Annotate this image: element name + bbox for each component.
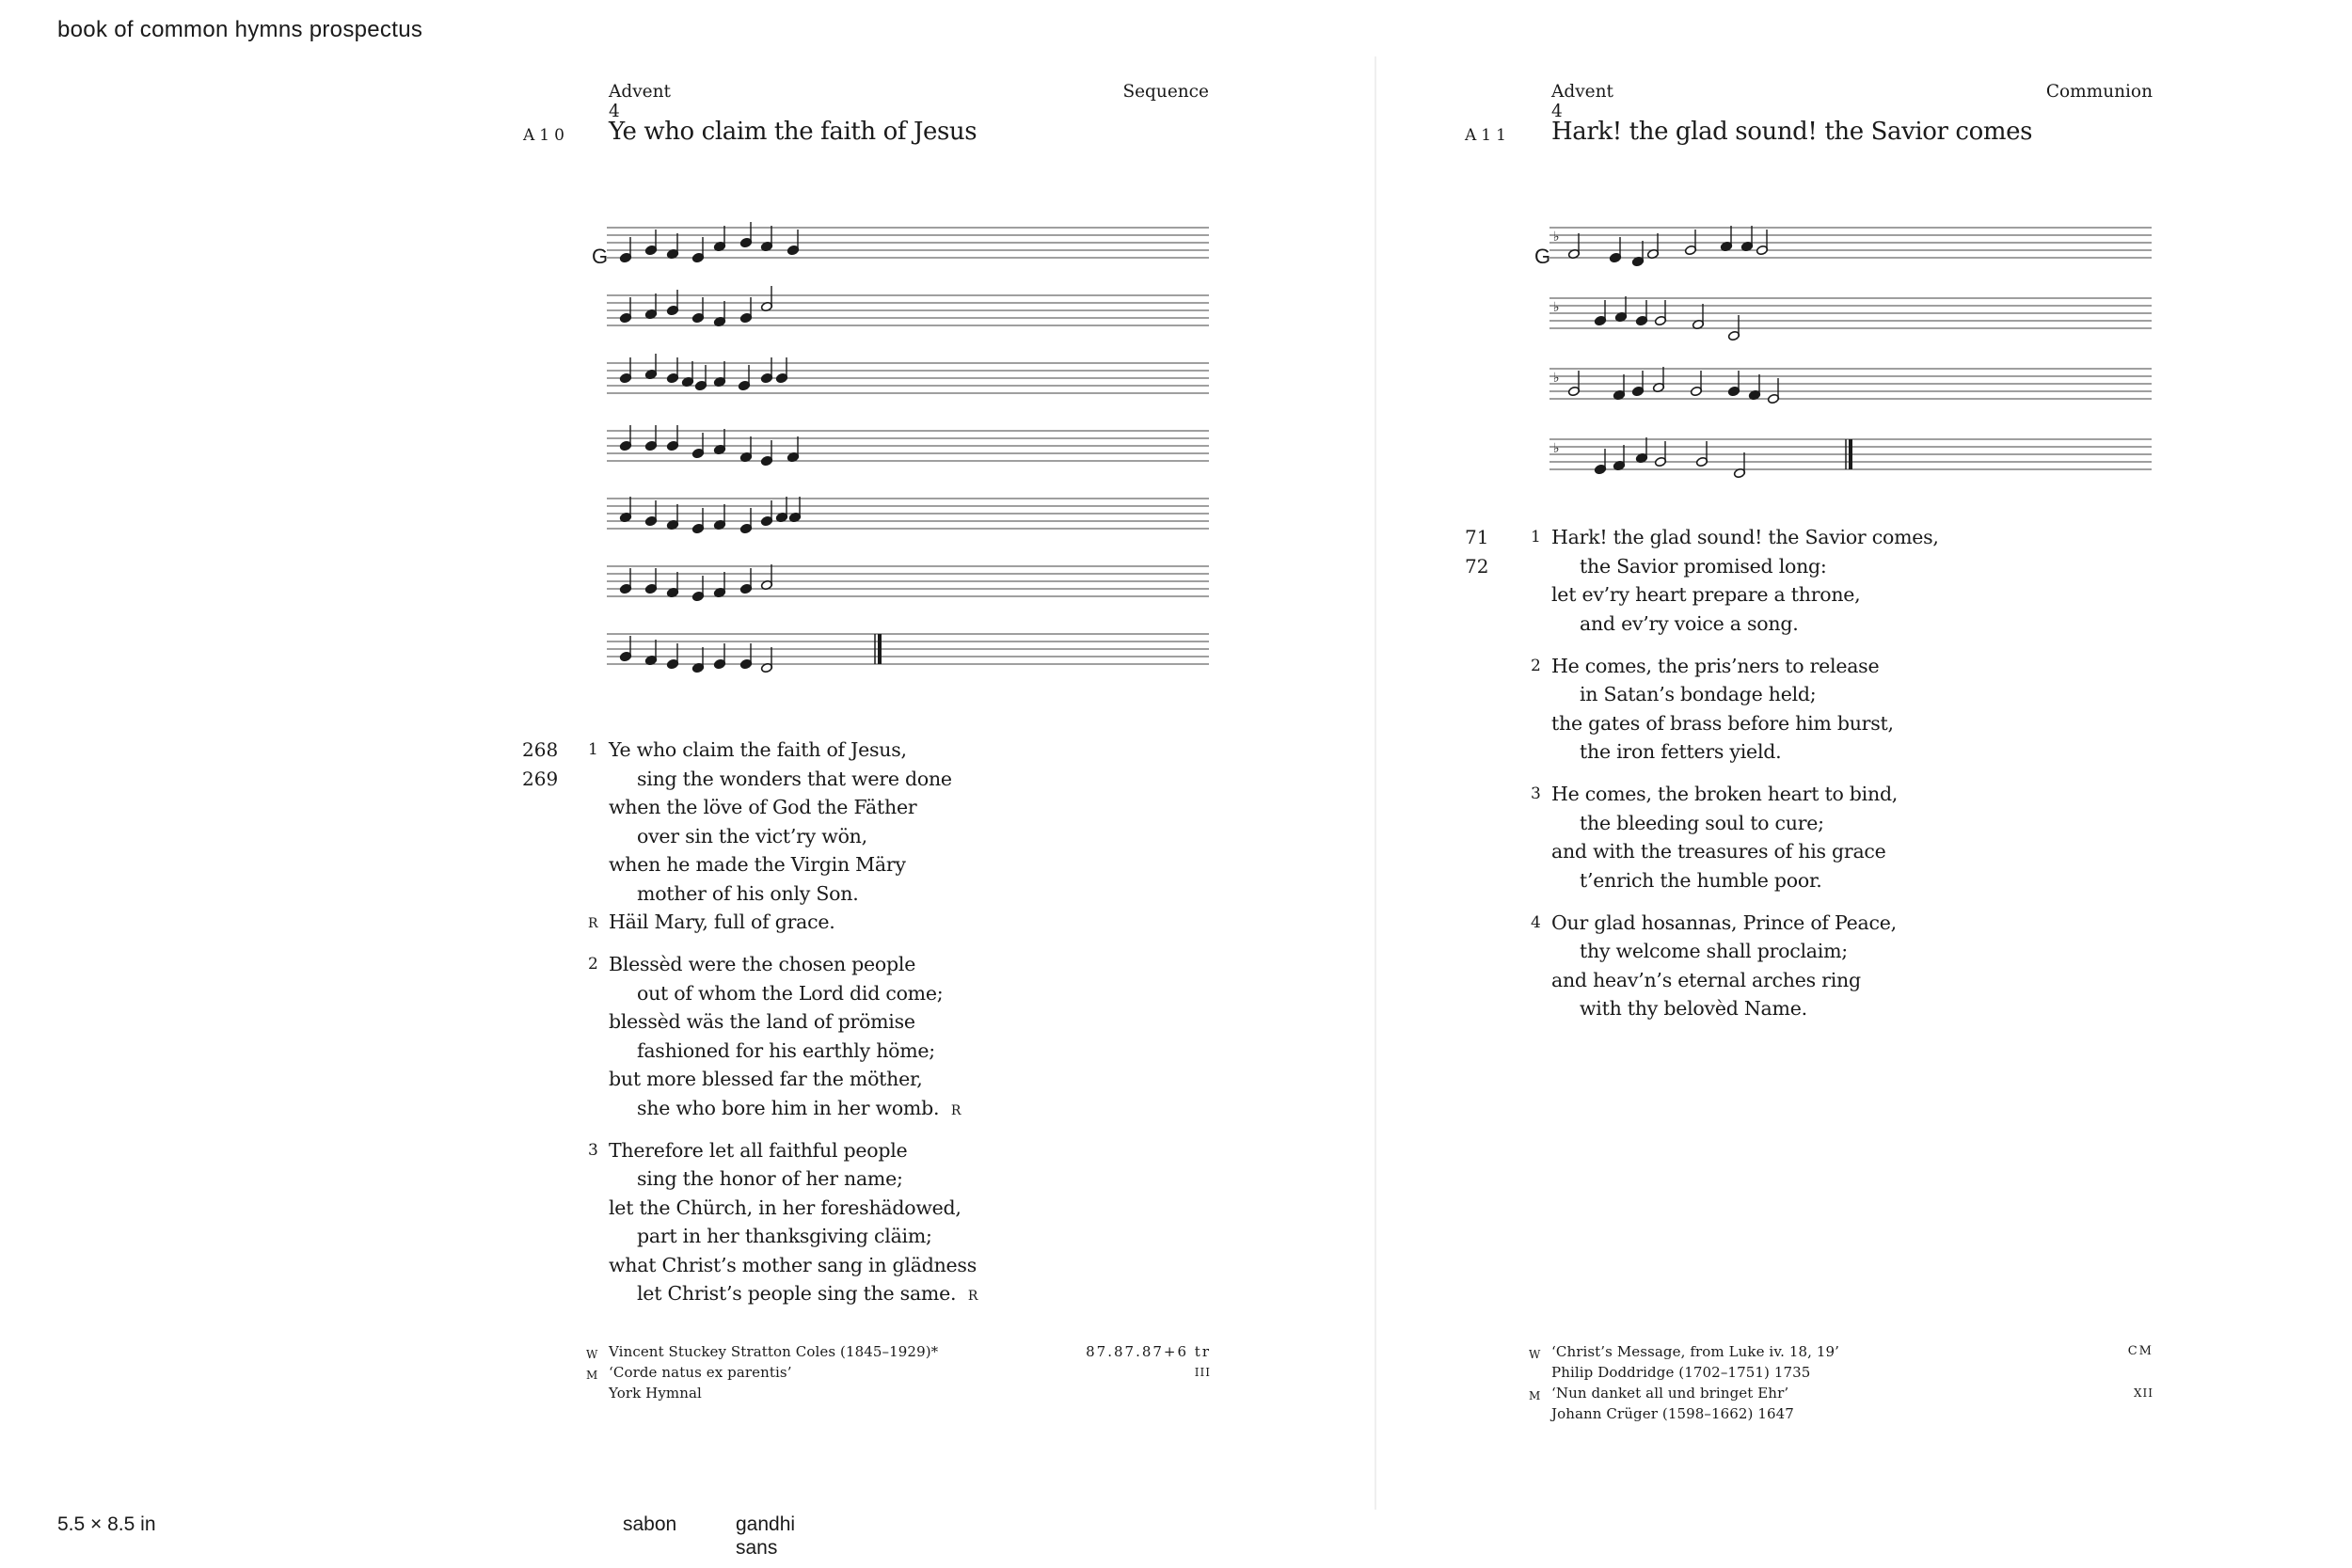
page-ref: 71 (1465, 526, 1489, 548)
verse-line: the gates of brass before him burst, (1551, 711, 1894, 735)
meter: CM (2127, 1344, 2153, 1358)
words-credit: ‘Christ’s Message, from Luke iv. 18, 19’ (1551, 1343, 1840, 1360)
refrain-mark: R (967, 1289, 979, 1304)
left-season: Advent 4 (609, 82, 671, 121)
right-verses (1531, 523, 1939, 1037)
page-ref: 268 (522, 738, 559, 761)
refrain-line (588, 908, 978, 937)
flat-sign: ♭ (1553, 371, 1560, 386)
verse-line: and heav’n’s eternal arches ring (1551, 968, 1861, 991)
staff-system (607, 564, 1209, 602)
verse-line: let ev’ry heart prepare a throne, (1551, 583, 1861, 606)
staff-system (607, 634, 1209, 673)
refrain-text: Häil Mary, full of grace. (609, 911, 835, 933)
verse-line: let the Chürch, in her foreshädowed, (609, 1196, 961, 1219)
music-credit: ‘Corde natus ex parentis’ (609, 1364, 792, 1381)
verse-line: and with the treasures of his grace (1551, 840, 1886, 863)
music-label: M (586, 1369, 598, 1382)
left-hymn-number: A10 (523, 126, 569, 145)
verse-line: with thy belovèd Name. (1580, 997, 1807, 1020)
verse (1531, 652, 1939, 767)
verse-number: 3 (1531, 784, 1541, 803)
mode: III (1194, 1366, 1211, 1379)
verse-line: in Satan’s bondage held; (1580, 683, 1817, 705)
right-credits (1529, 1341, 2153, 1424)
words-credit: Philip Doddridge (1702–1751) 1735 (1551, 1364, 1811, 1381)
left-page-refs (522, 736, 558, 794)
trim-size: 5.5 × 8.5 in (57, 1513, 156, 1535)
verse (588, 1136, 979, 1308)
verse-line: Blessèd were the chosen people (609, 953, 916, 975)
staff-system (1549, 367, 2152, 404)
verse-number: 4 (1531, 912, 1541, 932)
verse-line: thy welcome shall proclaim; (1580, 940, 1848, 962)
right-liturgical-use: Communion (2045, 82, 2153, 102)
music-credit: York Hymnal (609, 1385, 702, 1402)
verse-line: Ye who claim the faith of Jesus, (609, 738, 907, 761)
right-music-score (1531, 212, 2156, 494)
left-clef-label: G (592, 245, 609, 268)
verse-line-text: let Christ’s people sing the same. (637, 1282, 957, 1305)
verse (1531, 780, 1939, 895)
music-credit: Johann Crüger (1598–1662) 1647 (1551, 1405, 1794, 1422)
left-hymn-title: Ye who claim the faith of Jesus (609, 118, 977, 146)
verse-line: He comes, the pris’ners to release (1551, 654, 1880, 677)
words-credit: Vincent Stuckey Stratton Coles (1845–1929)* (609, 1343, 939, 1360)
music-label: M (1529, 1389, 1541, 1402)
left-verses (588, 736, 979, 1322)
page-ref: 72 (1465, 555, 1489, 578)
verse-line: blessèd wäs the land of prömise (609, 1010, 915, 1033)
words-label: W (586, 1348, 598, 1361)
verse-number: 1 (588, 740, 598, 759)
verse-line: fashioned for his earthly höme; (637, 1038, 935, 1062)
verse-line: part in her thanksgiving cläim; (637, 1225, 932, 1247)
right-hymn-number: A11 (1465, 126, 1511, 145)
verse-line: and ev’ry voice a song. (1580, 611, 1799, 635)
right-clef-label: G (1534, 245, 1551, 268)
verse (588, 736, 978, 937)
right-hymn-title: Hark! the glad sound! the Savior comes (1551, 118, 2033, 146)
music-credit-block (1529, 1383, 2153, 1424)
music-credit-block (586, 1362, 1211, 1403)
verse-line: when the löve of God the Fäther (609, 796, 917, 818)
left-credits (586, 1341, 1211, 1403)
flat-sign: ♭ (1553, 441, 1560, 456)
verse-line: sing the honor of her name; (637, 1167, 903, 1190)
staff-system (607, 425, 1209, 467)
refrain-mark: R (588, 916, 599, 931)
verse-line: Our glad hosannas, Prince of Peace, (1551, 911, 1897, 934)
words-label: W (1529, 1348, 1541, 1361)
verse-number: 2 (588, 955, 598, 974)
verse-line: He comes, the broken heart to bind, (1551, 783, 1899, 805)
verse-line-with-refrain-mark (609, 1094, 978, 1123)
left-liturgical-use: Sequence (1122, 82, 1209, 102)
staff-system (607, 222, 1209, 263)
verse-line: Hark! the glad sound! the Savior comes, (1551, 526, 1939, 548)
verse-line-text: she who bore him in her womb. (637, 1096, 940, 1119)
verse-line: but more blessed far the möther, (609, 1068, 923, 1090)
serif-font-name: sabon (623, 1513, 677, 1535)
mode: XII (2133, 1386, 2153, 1400)
sans-font-name-line: gandhi (736, 1513, 796, 1535)
staff-system (607, 497, 1209, 534)
document-title: book of common hymns prospectus (57, 17, 423, 42)
meter: 87.87.87+6 tr (1086, 1343, 1211, 1360)
left-music-score (588, 212, 1214, 715)
verse-line-with-refrain-mark (609, 1279, 978, 1308)
staff-system (1549, 296, 2152, 341)
page-gutter (1375, 56, 1376, 1510)
verse-line: the bleeding soul to cure; (1580, 811, 1824, 834)
right-season: Advent 4 (1551, 82, 1613, 121)
verse-line: over sin the vict’ry wön, (637, 824, 867, 847)
verse-line: t’enrich the humble poor. (1580, 868, 1822, 892)
verse-number: 1 (1531, 528, 1541, 546)
verse (588, 950, 978, 1122)
verse (1531, 909, 1939, 1023)
verse-line: mother of his only Son. (637, 881, 859, 905)
verse-line: the iron fetters yield. (1580, 740, 1782, 763)
staff-system (607, 286, 1209, 327)
right-page-refs (1465, 523, 1488, 581)
verse-line: out of whom the Lord did come; (637, 981, 944, 1005)
staff-system (1549, 437, 2152, 479)
staff-system (1549, 226, 2152, 267)
verse-line: sing the wonders that were done (637, 767, 952, 790)
sans-font-name (736, 1513, 795, 1560)
flat-sign: ♭ (1553, 230, 1560, 245)
music-credit: ‘Nun danket all und bringet Ehr’ (1551, 1385, 1789, 1402)
verse-line: Therefore let all faithful people (609, 1138, 908, 1162)
verse (1531, 523, 1939, 638)
page-ref: 269 (522, 768, 559, 790)
verse-number: 2 (1531, 656, 1541, 675)
verse-number: 3 (588, 1140, 598, 1160)
verse-line: what Christ’s mother sang in glädness (609, 1253, 977, 1276)
staff-system (607, 354, 1209, 393)
sans-font-name-line: sans (736, 1537, 778, 1559)
refrain-mark: R (950, 1102, 962, 1118)
verse-line: when he made the Virgin Märy (609, 853, 906, 876)
verse-line: the Savior promised long: (1580, 554, 1827, 578)
flat-sign: ♭ (1553, 300, 1560, 315)
